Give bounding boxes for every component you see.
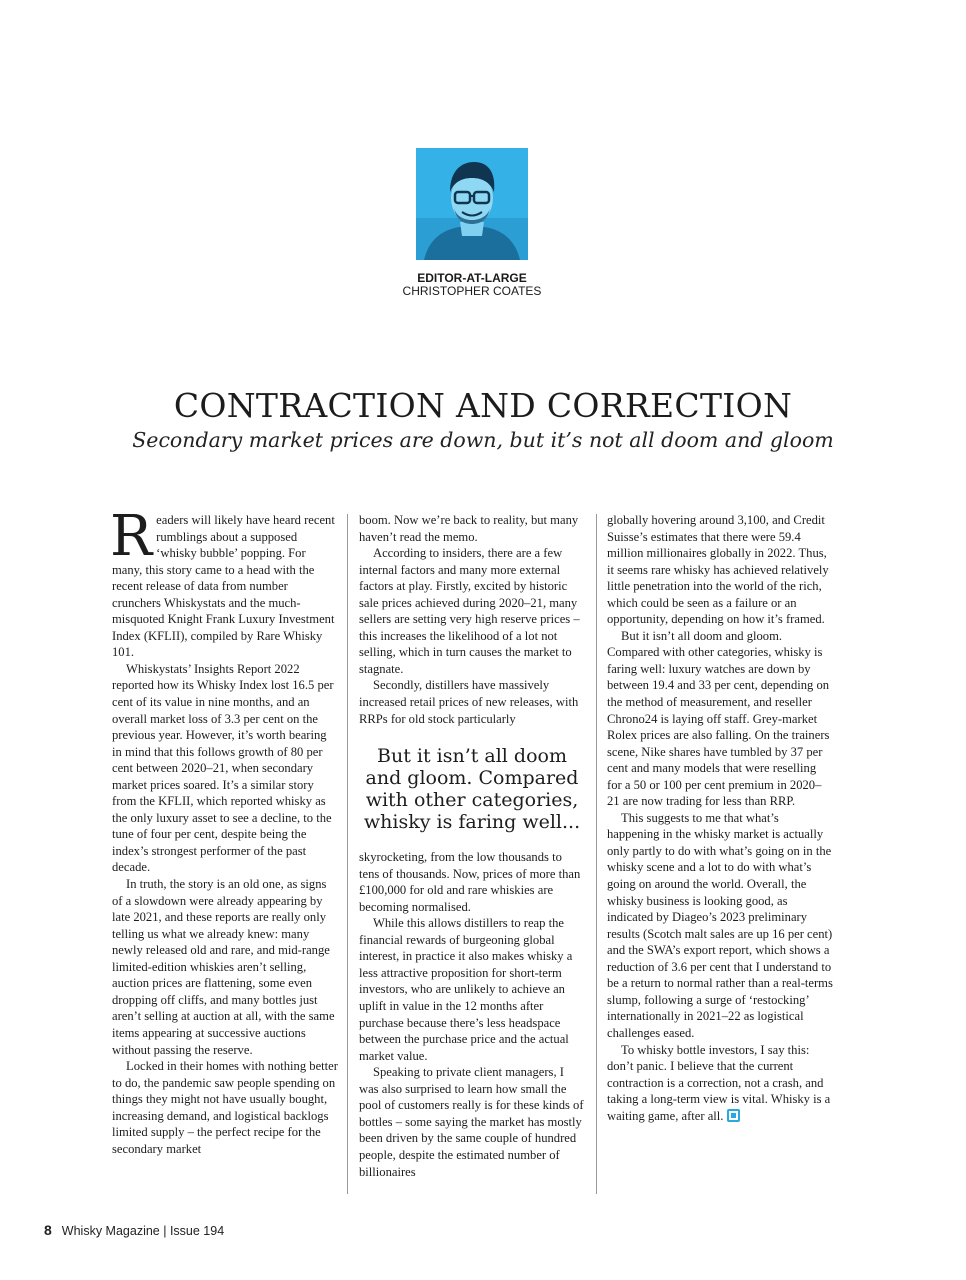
article-paragraph: globally hovering around 3,100, and Credit Suisse’s estimates that there were 59.4 million millionaires globally in 2022. Thus, it seems rare whisky has achieved relatively little penetration into the world of the rich, which could be seen as a failure or an opportunity, depending on how it’s framed. [607, 513, 829, 627]
article-paragraph: While this allows distillers to reap the financial rewards of burgeoning global interest, in practice it also makes whisky a less attractive proposition for short-term investors, who are unlikely to achieve an uplift in value in the 12 months after purchase because there’s less headspace between the purchase price and the actual market value. [359, 916, 573, 1063]
pull-quote: But it isn’t all doom and gloom. Compared with other categories, whisky is faring well... [363, 745, 581, 834]
page-footer [44, 1222, 224, 1238]
drop-cap: R [110, 504, 153, 569]
article-paragraph: Secondly, distillers have massively increased retail prices of new releases, with RRPs for old stock particularly [359, 678, 579, 726]
article-paragraph: Whiskystats’ Insights Report 2022 reported how its Whisky Index lost 16.5 per cent of its value in nine months, and an overall market loss of 3.3 per cent on the previous year. However, it’s worth bearing in mind that this follows growth of 80 per cent between 2020–21, when secondary market prices soared. It’s a similar story from the KFLII, which reported whisky as the only luxury asset to see a decline, to the tune of four per cent, despite being the index’s strongest performer of the past decade. [112, 661, 334, 875]
byline [333, 272, 611, 298]
column-divider [347, 514, 348, 1194]
article-column-2 [359, 512, 585, 1180]
article-paragraph: Speaking to private client managers, I was also surprised to learn how small the pool of customers really is for these kinds of bottles – some saying the market has mostly been driven by the same couple of hundred people, despite the estimated number of billionaires [359, 1065, 584, 1179]
byline-name: CHRISTOPHER COATES [402, 284, 542, 298]
column-divider [596, 514, 597, 1194]
end-of-article-icon [727, 1109, 740, 1122]
article-paragraph: This suggests to me that what’s happening in the whisky market is actually only partly to do with what’s going on in the whisky scene and a lot to do with what’s going on around the world. Overall, the whisky business is looking good, as indicated by Diageo’s 2023 preliminary results (Scotch malt sales are up 16 per cent) and the SWA’s export report, which shows a reduction of 3.6 per cent that I understand to be a return to normal rather than a real-terms slump, following a surge of ‘restocking’ internationally in 2021–22 as logistical challenges eased. [607, 810, 833, 1040]
publication-info: Whisky Magazine | Issue 194 [61, 1224, 225, 1238]
article-paragraph: To whisky bottle investors, I say this: don’t panic. I believe that the current contraction is a correction, not a crash, and taking a long-term view is vital. Whisky is a waiting game, after all. [607, 1042, 831, 1123]
editor-portrait-illustration [416, 148, 528, 260]
article-paragraph: boom. Now we’re back to reality, but many haven’t read the memo. [359, 513, 579, 544]
article-column-3 [607, 512, 833, 1124]
article-paragraph: Readers will likely have heard recent rumblings about a supposed ‘whisky bubble’ popping. For many, this story came to a head with the recent release of data from number crunchers Whiskystats and the much-misquoted Knight Frank Luxury Investment Index (KFLII), compiled by Rare Whisky 101. [110, 504, 335, 660]
editor-portrait [416, 148, 528, 260]
byline-role: EDITOR-AT-LARGE [417, 271, 527, 285]
article-paragraph: According to insiders, there are a few internal factors and many more external factors at play. Firstly, excited by historic sale prices achieved during 2020–21, many sellers are setting very high reserve prices – this increases the likelihood of a lot not selling, which in turn causes the market to stagnate. [359, 546, 580, 676]
article-paragraph: Locked in their homes with nothing better to do, the pandemic saw people spending on things they might not have usually bought, increasing demand, and logistical backlogs limited supply – the perfect recipe for the secondary market [112, 1059, 338, 1156]
article-paragraph: skyrocketing, from the low thousands to tens of thousands. Now, prices of more than £100,000 for old and rare whiskies are becoming normalised. [359, 850, 581, 914]
standfirst: Secondary market prices are down, but it’s not all doom and gloom [132, 428, 834, 452]
page-number: 8 [44, 1222, 52, 1238]
article-column-1 [110, 504, 338, 1157]
headline: CONTRACTION AND CORRECTION [173, 386, 793, 425]
article-paragraph: In truth, the story is an old one, as signs of a slowdown were already appearing by late 2021, and these reports are really only telling us what we already knew: many newly released old and rare, and mid-range limited-edition whiskies aren’t selling, auction prices are flattening, some even dropping off cliffs, and many bottles just aren’t selling at auction at all, with the same items appearing at successive auctions without passing the reserve. [112, 877, 335, 1057]
article-paragraph: But it isn’t all doom and gloom. Compared with other categories, whisky is faring well: luxury watches are down by between 19.4 and 33 per cent, depending on the method of measurement, and reseller Chrono24 is laying off staff. Grey-market Rolex prices are also falling. On the trainers scene, Nike shares have tumbled by 37 per cent and many models that were reselling for a 50 or 100 per cent premium in 2020–21 are now trading for less than RRP. [607, 628, 830, 809]
